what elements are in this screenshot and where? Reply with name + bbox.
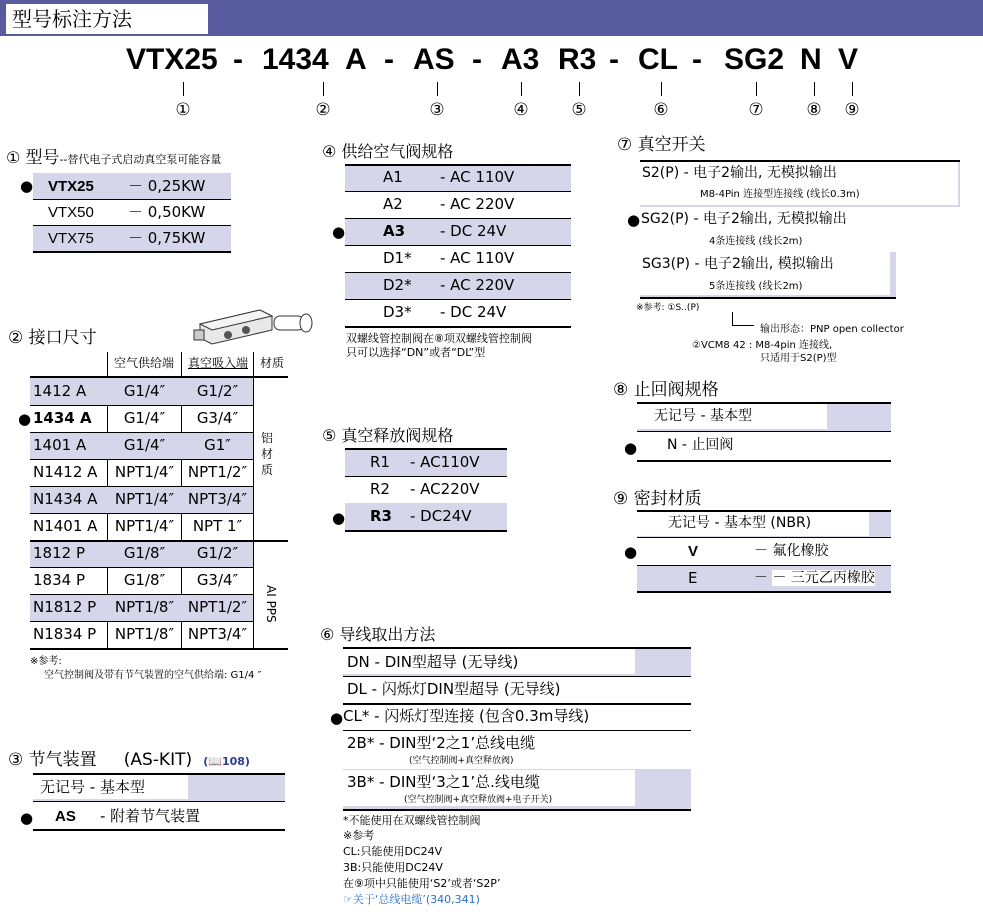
- code-part: CL: [638, 43, 678, 76]
- port-air: NPT1/4″: [114, 517, 175, 535]
- section-num: ①: [6, 148, 21, 167]
- selected-dot: ●: [624, 439, 638, 457]
- model-name: VTX75: [48, 230, 94, 247]
- note: *不能使用在双螺线管控制阀: [343, 814, 481, 827]
- code-part: A: [345, 43, 367, 76]
- col-header-vacuum: 真空吸入端: [187, 356, 248, 370]
- code-part: A3: [501, 43, 540, 76]
- option-desc: - AC 110V: [440, 249, 515, 267]
- port-vacuum: G1″: [204, 436, 231, 454]
- lead-option: DL - 闪烁灯DIN型超导 (无导线): [347, 680, 561, 698]
- option-code: D1*: [383, 249, 412, 267]
- option-desc: - DC 24V: [440, 303, 507, 321]
- code-num: ①: [175, 100, 191, 120]
- code-num: ②: [315, 100, 331, 120]
- header-bar: [0, 0, 983, 36]
- selected-dot: ●: [20, 809, 34, 827]
- section-9-title: ⑨ 密封材质: [613, 489, 702, 509]
- option-desc: - AC220V: [410, 480, 480, 498]
- section-8-title: ⑧ 止回阀规格: [613, 380, 719, 400]
- option-row: N - 止回阀: [667, 437, 734, 453]
- lead-option-sub: (空气控制阀+真空释放阀+电子开关): [404, 795, 553, 805]
- selected-dot: ●: [332, 223, 346, 241]
- model-name: VTX50: [48, 204, 94, 221]
- code-part: 1434: [262, 43, 329, 76]
- note: ※参考: ①S..(P): [636, 303, 700, 313]
- option-row: 无记号 - 基本型: [654, 408, 752, 424]
- book-icon: 📖: [208, 755, 222, 768]
- section-4-title: ④ 供给空气阀规格: [322, 142, 454, 161]
- port-air: G1/4″: [123, 409, 166, 427]
- switch-option-sub: 4条连接线 (线长2m): [709, 236, 803, 247]
- selected-dot: ●: [332, 509, 346, 527]
- note: CL:只能使用DC24V: [343, 845, 443, 858]
- option-desc: - DC 24V: [440, 222, 507, 240]
- note: ②VCM8 42 : M8-4pin 连接线,: [692, 340, 833, 351]
- note: 双螺线管控制阀在⑧项双螺线管控制阀: [346, 332, 532, 345]
- code-part: -: [472, 43, 482, 76]
- model-value: － 0,50KW: [128, 203, 206, 221]
- option-row: 无记号 - 基本型: [40, 778, 145, 796]
- material-aluminum: 铝材质: [261, 431, 274, 477]
- section-2-title: ② 接口尺寸: [8, 328, 97, 348]
- port-air: NPT1/4″: [114, 463, 175, 481]
- page-title: 型号标注方法: [6, 4, 208, 34]
- option-desc-text: － 三元乙丙橡胶: [772, 570, 875, 586]
- page-ref-num: 108: [221, 755, 245, 768]
- lead-option: 2B* - DIN型‘2之1’总线电缆: [347, 734, 536, 752]
- switch-option: SG3(P) - 电子2输出, 模拟输出: [642, 256, 834, 272]
- model-code: [0, 40, 983, 84]
- option-code: AS: [55, 808, 76, 825]
- port-model: 1434 A: [33, 409, 92, 427]
- code-part: N: [800, 43, 822, 76]
- option-code: V: [688, 543, 699, 560]
- port-model: N1812 P: [33, 598, 97, 616]
- selected-dot: ●: [330, 709, 344, 727]
- ejector-illustration-icon: [190, 302, 320, 352]
- selected-dot: ●: [20, 177, 34, 195]
- note-link[interactable]: ☞关于‘总线电缆’(340,341): [343, 893, 480, 906]
- option-desc: - AC 110V: [440, 168, 515, 186]
- switch-option: S2(P) - 电子2输出, 无模拟输出: [642, 165, 837, 181]
- option-desc: - DC24V: [410, 507, 472, 525]
- page-ref: (📖108): [203, 755, 250, 768]
- option-code: A3: [383, 222, 406, 240]
- option-code: A1: [383, 168, 403, 186]
- selected-dot: ●: [18, 410, 32, 428]
- col-header-air: 空气供给端: [113, 356, 174, 370]
- switch-option: SG2(P) - 电子2输出, 无模拟输出: [641, 211, 847, 227]
- port-model: N1401 A: [33, 517, 98, 535]
- option-desc: － － 三元乙丙橡胶: [754, 570, 875, 586]
- port-vacuum: NPT1/2″: [187, 463, 248, 481]
- option-code: R1: [370, 453, 390, 471]
- port-air: NPT1/4″: [114, 490, 175, 508]
- code-part: -: [233, 43, 243, 76]
- lead-option: CL* - 闪烁灯型连接 (包含0.3m导线): [343, 707, 590, 725]
- port-air: G1/8″: [123, 571, 166, 589]
- note: ※参考:: [30, 656, 62, 667]
- lead-option: DN - DIN型超导 (无导线): [347, 653, 519, 671]
- code-num: ⑧: [806, 100, 822, 120]
- code-part: -: [384, 43, 394, 76]
- option-code: R3: [370, 507, 392, 525]
- code-num: ⑨: [844, 100, 860, 120]
- option-code: A2: [383, 195, 403, 213]
- section-title-text: ③ 节气装置: [8, 750, 97, 770]
- code-part: R3: [558, 43, 597, 76]
- lead-option-sub: (空气控制阀+真空释放阀): [409, 756, 514, 766]
- port-model: 1812 P: [33, 544, 85, 562]
- port-air: NPT1/8″: [114, 598, 175, 616]
- code-part: -: [609, 43, 619, 76]
- port-model: 1834 P: [33, 571, 85, 589]
- code-num: ⑦: [748, 100, 764, 120]
- section-6-title: ⑥ 导线取出方法: [320, 625, 436, 644]
- code-part: V: [838, 43, 859, 76]
- option-desc: - AC 220V: [440, 276, 515, 294]
- port-air: G1/4″: [123, 382, 166, 400]
- option-code: R2: [370, 480, 390, 498]
- port-model: N1834 P: [33, 625, 97, 643]
- section-title-text: 型号: [25, 148, 60, 168]
- port-vacuum: NPT3/4″: [187, 625, 248, 643]
- material-pps: AI PPS: [264, 585, 278, 623]
- option-desc: - AC110V: [410, 453, 480, 471]
- lead-option: 3B* - DIN型‘3之1’总.线电缆: [347, 773, 540, 791]
- option-desc: － 氟化橡胶: [754, 543, 829, 559]
- code-num: ④: [513, 100, 529, 120]
- model-name: VTX25: [48, 178, 94, 195]
- note: 输出形态：PNP open collector: [760, 324, 904, 335]
- model-value: － 0,25KW: [128, 177, 206, 195]
- option-row: 无记号 - 基本型 (NBR): [668, 515, 812, 531]
- option-code: D3*: [383, 303, 412, 321]
- section-1-title: [6, 148, 221, 170]
- port-vacuum: NPT3/4″: [187, 490, 248, 508]
- note: ※参考: [343, 829, 375, 842]
- section-3-title: [8, 750, 250, 772]
- port-vacuum: NPT 1″: [192, 517, 243, 535]
- note: 只可以选择“DN”或者“DL”型: [346, 346, 486, 359]
- port-model: 1401 A: [33, 436, 87, 454]
- selected-dot: ●: [627, 211, 641, 229]
- note: 空气控制阀及带有节气装置的空气供给端: G1/4 ″: [44, 670, 262, 681]
- note: 在⑨项中只能使用‘S2’或者‘S2P’: [343, 877, 501, 890]
- option-desc: - 附着节气装置: [100, 807, 201, 825]
- code-num: ⑥: [653, 100, 669, 120]
- port-model: N1412 A: [33, 463, 98, 481]
- section-subtitle: --替代电子式启动真空泵可能容量: [59, 153, 222, 166]
- switch-option-sub: M8-4Pin 连接型连接线 (线长0.3m): [700, 189, 860, 200]
- port-air: G1/4″: [123, 436, 166, 454]
- col-header-material: 材质: [259, 356, 284, 370]
- option-code: D2*: [383, 276, 412, 294]
- port-vacuum: NPT1/2″: [187, 598, 248, 616]
- option-code: E: [688, 569, 698, 587]
- switch-option-sub: 5条连接线 (线长2m): [709, 281, 803, 292]
- code-part: VTX25: [126, 43, 218, 76]
- port-vacuum: G1/2″: [196, 544, 239, 562]
- port-air: G1/8″: [123, 544, 166, 562]
- code-part: -: [692, 43, 702, 76]
- port-model: 1412 A: [33, 382, 87, 400]
- option-desc: - AC 220V: [440, 195, 515, 213]
- section-title-code: (AS-KIT): [123, 750, 193, 770]
- port-model: N1434 A: [33, 490, 98, 508]
- note: 只适用于S2(P)型: [760, 353, 837, 364]
- port-air: NPT1/8″: [114, 625, 175, 643]
- section-7-title: ⑦ 真空开关: [617, 135, 706, 155]
- code-num: ③: [429, 100, 445, 120]
- code-part: SG2: [724, 43, 785, 76]
- model-value: － 0,75KW: [128, 229, 206, 247]
- selected-dot: ●: [624, 543, 638, 561]
- section-5-title: ⑤ 真空释放阀规格: [322, 426, 454, 445]
- code-part: AS: [413, 43, 455, 76]
- note: 3B:只能使用DC24V: [343, 861, 443, 874]
- port-vacuum: G1/2″: [196, 382, 239, 400]
- port-vacuum: G3/4″: [196, 409, 239, 427]
- port-vacuum: G3/4″: [196, 571, 239, 589]
- code-num: ⑤: [571, 100, 587, 120]
